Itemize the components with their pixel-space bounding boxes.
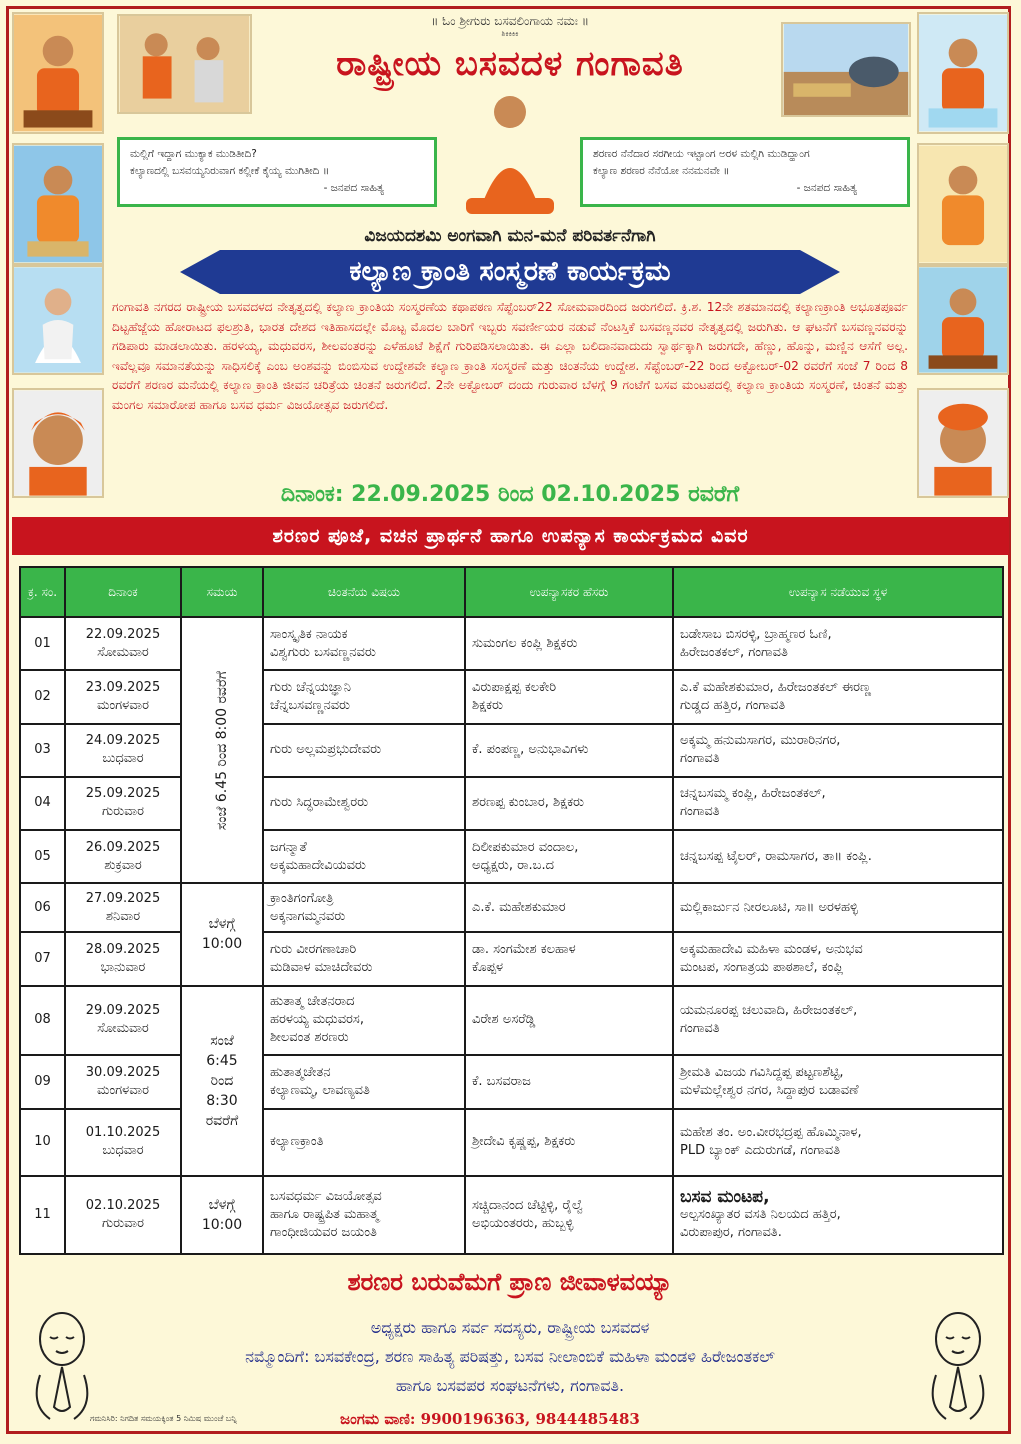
- date-text: 23.09.2025: [85, 679, 161, 695]
- topic-line: ಹುತಾತ್ಮ ಚೇತನರಾದ: [270, 994, 355, 1010]
- table-row: [20, 724, 1003, 777]
- section-title: ಶರಣರ ಪೂಜೆ, ವಚನ ಪ್ರಾರ್ಥನೆ ಹಾಗೂ ಉಪನ್ಯಾಸ ಕಾರ್ಯಕ್ರಮದ ವಿವರ: [12, 517, 1009, 555]
- time-text: 10:00: [201, 1217, 243, 1234]
- row-topic: [263, 883, 465, 932]
- row-speaker: [465, 670, 673, 723]
- saint-portrait-image: [12, 388, 104, 498]
- header-time: ಸಮಯ: [181, 567, 263, 617]
- row-venue: [673, 1055, 1003, 1108]
- row-venue: [673, 724, 1003, 777]
- table-row: [20, 1176, 1003, 1254]
- speaker-line: ಶರಣಪ್ಪ ಕುಂಬಾರ, ಶಿಕ್ಷಕರು: [472, 795, 585, 811]
- speaker-line: ಅಧ್ಯಕ್ಷರು, ರಾ.ಬ.ದ: [472, 857, 555, 873]
- row-date: [65, 777, 181, 830]
- scene-image: [117, 14, 252, 114]
- row-speaker: [465, 830, 673, 883]
- table-row: [20, 777, 1003, 830]
- venue-line: ಗಂಗಾವತಿ: [680, 804, 720, 820]
- speaker-line: ಕೆ. ಪಂಪಣ್ಣ, ಅನುಭಾವಿಗಳು: [472, 742, 589, 758]
- date-text: 22.09.2025: [85, 626, 161, 642]
- topic-line: ವಿಶ್ವಗುರು ಬಸವಣ್ಣನವರು: [270, 644, 376, 660]
- row-speaker: [465, 617, 673, 670]
- table-row: [20, 883, 1003, 932]
- row-number: 03: [20, 724, 65, 777]
- time-text: ಬೆಳಗ್ಗೆ: [208, 916, 236, 933]
- partners-line: ಹಾಗೂ ಬಸವಪರ ಸಂಘಟನೆಗಳು, ಗಂಗಾವತಿ.: [395, 1376, 625, 1395]
- row-number: 10: [20, 1109, 65, 1177]
- day-text: ಮಂಗಳವಾರ: [96, 697, 150, 713]
- quote-line: ಕಲ್ಯಾಣ ಶರಣರ ನೆನೆಯೋ ನನಮನವೇ ॥: [593, 165, 730, 177]
- closing-text: ಶರಣರ ಬರುವೆಮಗೆ ಪ್ರಾಣ ಜೀವಾಳವಯ್ಯಾ: [347, 1268, 673, 1296]
- partners-line: ನಮ್ಮೊಂದಿಗೆ: ಬಸವಕೇಂದ್ರ, ಶರಣ ಸಾಹಿತ್ಯ ಪರಿಷತ್ತು, ಬಸವ ನೀಲಾಂಬಿಕೆ ಮಹಿಳಾ ಮಂಡಳಿ ಹಿರೇಜಂತಕಲ್: [245, 1347, 775, 1366]
- invocation-subtext: ಶಿಕಿಕಿಕಿಕಿ: [501, 30, 519, 38]
- time-text: ರವರೆಗೆ: [205, 1112, 239, 1129]
- row-number: 04: [20, 777, 65, 830]
- row-venue: [673, 986, 1003, 1056]
- saint-portrait-image: [12, 143, 104, 265]
- venue-line: ಎ.ಕೆ ಮಹೇಶಕುಮಾರ, ಹಿರೇಜಂತಕಲ್ ಈರಣ್ಣ: [680, 679, 872, 695]
- table-row: [20, 617, 1003, 670]
- speaker-line: ಕೆ. ಬಸವರಾಜ: [472, 1073, 531, 1089]
- row-number: 02: [20, 670, 65, 723]
- row-speaker: [465, 724, 673, 777]
- row-venue: [673, 777, 1003, 830]
- row-number: 01: [20, 617, 65, 670]
- venue-line: ಹಿರೇಜಂತಕಲ್, ಗಂಗಾವತಿ: [680, 644, 788, 660]
- topic-line: ಅಕ್ಕನಾಗಮ್ಮನವರು: [270, 908, 346, 924]
- day-text: ಬುಧವಾರ: [102, 1143, 144, 1159]
- venue-line: ಗಂಗಾವತಿ: [680, 751, 720, 767]
- topic-line: ಮಡಿವಾಳ ಮಾಚಿದೇವರು: [270, 960, 373, 976]
- row-date: [65, 670, 181, 723]
- row-topic: [263, 777, 465, 830]
- basavanna-image: [460, 86, 560, 216]
- row-date: [65, 932, 181, 985]
- day-text: ಶನಿವಾರ: [105, 908, 141, 924]
- venue-line: PLD ಬ್ಯಾಂಕ್ ಎದುರುಗಡೆ, ಗಂಗಾವತಿ: [680, 1143, 841, 1159]
- topic-line: ಕಲ್ಯಾಣಮ್ಮ, ಲಾವಣ್ಯವತಿ: [270, 1082, 370, 1098]
- speaker-line: ಶ್ರೀದೇವಿ ಕೃಷ್ಣಪ್ಪ, ಶಿಕ್ಷಕರು: [472, 1134, 576, 1150]
- date-text: 28.09.2025: [85, 942, 161, 958]
- row-topic: [263, 986, 465, 1056]
- date-range: ದಿನಾಂಕ: 22.09.2025 ರಿಂದ 02.10.2025 ರವರೆಗೆ: [280, 482, 740, 507]
- row-date: [65, 1176, 181, 1254]
- row-venue: [673, 617, 1003, 670]
- row-speaker: [465, 1055, 673, 1108]
- day-text: ಸೋಮವಾರ: [97, 1021, 149, 1037]
- table-row: [20, 1109, 1003, 1177]
- speaker-line: ಕೊಪ್ಪಳ: [472, 960, 504, 976]
- venue-line: ಅಲ್ಪಸಂಖ್ಯಾತರ ವಸತಿ ನಿಲಯದ ಹತ್ತಿರ,: [680, 1207, 841, 1223]
- venue-line: ಚನ್ನಬಸಪ್ಪ ಟೈಲರ್, ರಾಮಸಾಗರ, ತಾ॥ ಕಂಪ್ಲಿ.: [680, 848, 872, 864]
- table-row: [20, 1055, 1003, 1108]
- venue-line: ಮಲ್ಲಿಕಾರ್ಜುನ ನೀರಲೂಟಿ, ಸಾ॥ ಅರಳಹಳ್ಳಿ: [680, 899, 858, 915]
- topic-line: ಹುತಾತ್ಮಚೇತನ: [270, 1064, 331, 1080]
- table-row: [20, 932, 1003, 985]
- speaker-line: ವಿರುಪಾಕ್ಷಪ್ಪ ಕಲಕೇರಿ: [472, 679, 557, 695]
- speaker-line: ದಿಲೀಪಕುಮಾರ ವಂದಾಲ,: [472, 839, 579, 855]
- venue-line: ಗಂಗಾವತಿ: [680, 1021, 720, 1037]
- time-text: ಸಂಜೆ: [210, 1032, 234, 1049]
- quote-line: ಮಲ್ಲಿಗೆ ಇದ್ದಾಗ ಮುಕ್ಯಾಕ ಮುಡಿತೀದಿ?: [130, 148, 257, 160]
- topic-line: ಸಾಂಸ್ಕೃತಿಕ ನಾಯಕ: [270, 626, 348, 642]
- date-text: 02.10.2025: [85, 1198, 161, 1214]
- topic-line: ಗುರು ಸಿದ್ಧರಾಮೇಶ್ವರರು: [270, 795, 369, 811]
- row-speaker: [465, 986, 673, 1056]
- topic-line: ಕಲ್ಯಾಣಕ್ರಾಂತಿ: [270, 1134, 324, 1150]
- venue-line: ಅಕ್ಕಮ್ಮ ಹನುಮಸಾಗರ, ಮುರಾರಿನಗರ,: [680, 733, 841, 749]
- date-text: 24.09.2025: [85, 733, 161, 749]
- date-text: 01.10.2025: [85, 1125, 161, 1141]
- row-date: [65, 883, 181, 932]
- quote-source: - ಜನಪದ ಸಾಹಿತ್ಯ: [796, 182, 857, 194]
- row-number: 11: [20, 1176, 65, 1254]
- contact-label: ಜಂಗಮ ವಾಣಿ:: [340, 1410, 416, 1428]
- time-text: ರಿಂದ: [210, 1072, 234, 1089]
- row-venue: [673, 883, 1003, 932]
- row-venue: [673, 670, 1003, 723]
- table-row: [20, 830, 1003, 883]
- day-text: ಮಂಗಳವಾರ: [96, 1082, 150, 1098]
- venue-line: ಯಮನೂರಪ್ಪ ಚಲುವಾದಿ, ಹಿರೇಜಂತಕಲ್,: [680, 1003, 858, 1019]
- topic-line: ಚೆನ್ನಬಸವಣ್ಣನವರು: [270, 697, 351, 713]
- time-cell: [181, 617, 263, 883]
- row-date: [65, 1109, 181, 1177]
- header-sno: ಕ್ರ. ಸಂ.: [20, 567, 65, 617]
- row-number: 09: [20, 1055, 65, 1108]
- organizers-line: ಅಧ್ಯಕ್ಷರು ಹಾಗೂ ಸರ್ವ ಸದಸ್ಯರು, ರಾಷ್ಟ್ರೀಯ ಬಸವದಳ: [370, 1318, 650, 1337]
- contact-info: [340, 1410, 640, 1428]
- table-header-row: [20, 567, 1003, 617]
- row-venue: [673, 932, 1003, 985]
- date-text: 26.09.2025: [85, 839, 161, 855]
- page-title: ರಾಷ್ಟ್ರೀಯ ಬಸವದಳ ಗಂಗಾವತಿ: [336, 44, 684, 84]
- row-topic: [263, 670, 465, 723]
- topic-line: ಶೀಲವಂತ ಶರಣರು: [270, 1030, 349, 1046]
- row-topic: [263, 1055, 465, 1108]
- row-number: 06: [20, 883, 65, 932]
- scene-image: [781, 22, 911, 117]
- date-text: 25.09.2025: [85, 786, 161, 802]
- topic-line: ಗಾಂಧೀಜಿಯವರ ಜಯಂತಿ: [270, 1225, 377, 1241]
- topic-line: ಗುರು ವೀರಗಣಾಚಾರಿ: [270, 942, 357, 958]
- table-row: [20, 986, 1003, 1056]
- date-text: 30.09.2025: [85, 1064, 161, 1080]
- venue-line: ಬಡೇಸಾಬ ಬಿಸರಳ್ಳಿ, ಬ್ರಾಹ್ಮಣರ ಓಣಿ,: [680, 626, 832, 642]
- time-text: 10:00: [201, 936, 243, 953]
- row-speaker: [465, 1109, 673, 1177]
- venue-line: ಮಳೆಮಲ್ಲೇಶ್ವರ ನಗರ, ಸಿದ್ದಾಪುರ ಬಡಾವಣೆ: [680, 1082, 859, 1098]
- venue-line: ಅಕ್ಕಮಹಾದೇವಿ ಮಹಿಳಾ ಮಂಡಳ, ಅನುಭವ: [680, 942, 863, 958]
- row-venue: [673, 1176, 1003, 1254]
- day-text: ಭಾನುವಾರ: [100, 960, 146, 976]
- header-venue: ಉಪನ್ಯಾಸ ನಡೆಯುವ ಸ್ಥಳ: [673, 567, 1003, 617]
- speaker-line: ಶಿಕ್ಷಕರು: [472, 697, 504, 713]
- row-number: 05: [20, 830, 65, 883]
- speaker-line: ಎ.ಕೆ. ಮಹೇಶಕುಮಾರ: [472, 899, 566, 915]
- speaker-line: ಡಾ. ಸಂಗಮೇಶ ಕಲಹಾಳ: [472, 942, 576, 958]
- topic-line: ಜಗನ್ಮಾತೆ: [270, 839, 307, 855]
- time-cell: [181, 986, 263, 1176]
- saint-portrait-image: [12, 12, 104, 134]
- venue-line: ಗುಡ್ಡದ ಹತ್ತಿರ, ಗಂಗಾವತಿ: [680, 697, 786, 713]
- saint-portrait-image: [917, 143, 1009, 265]
- row-number: 07: [20, 932, 65, 985]
- row-venue: [673, 830, 1003, 883]
- namaste-icon: [918, 1305, 998, 1425]
- speaker-line: ಸಚ್ಚಿದಾನಂದ ಚೆಟ್ಟಿಳ್ಳಿ, ರೈಲ್ವೆ: [472, 1198, 584, 1214]
- row-speaker: [465, 883, 673, 932]
- day-text: ಗುರುವಾರ: [102, 804, 144, 820]
- row-venue: [673, 1109, 1003, 1177]
- venue-line: ಮಹೇಶ ತಂ. ಅಂ.ವೀರಭದ್ರಪ್ಪ ಹೊಮ್ಮಿನಾಳ,: [680, 1125, 862, 1141]
- time-text: 6:45: [206, 1052, 238, 1069]
- time-text: 8:30: [206, 1092, 238, 1109]
- row-date: [65, 617, 181, 670]
- row-date: [65, 724, 181, 777]
- quote-source: - ಜನಪದ ಸಾಹಿತ್ಯ: [323, 182, 384, 194]
- header-date: ದಿನಾಂಕ: [65, 567, 181, 617]
- event-title: ಕಲ್ಯಾಣ ಕ್ರಾಂತಿ ಸಂಸ್ಮರಣೆ ಕಾರ್ಯಕ್ರಮ: [349, 256, 671, 287]
- tagline: ವಿಜಯದಶಮಿ ಅಂಗವಾಗಿ ಮನ-ಮನೆ ಪರಿವರ್ತನೆಗಾಗಿ: [364, 226, 656, 246]
- speaker-line: ಅಭಿಯಂತರರು, ಹುಬ್ಬಳ್ಳಿ: [472, 1216, 574, 1232]
- time-text: ಸಂಜೆ 6.45 ರಿಂದ 8:00 ರವರೆಗೆ: [214, 670, 230, 830]
- time-cell: [181, 883, 263, 985]
- event-banner: [180, 250, 840, 294]
- day-text: ಗುರುವಾರ: [102, 1216, 144, 1232]
- topic-line: ಹರಳಯ್ಯ ಮಧುವರಸ,: [270, 1012, 364, 1028]
- venue-line: ಚನ್ನಬಸಮ್ಮ ಕಂಪ್ಲಿ, ಹಿರೇಜಂತಕಲ್,: [680, 786, 826, 802]
- speaker-line: ವಿರೇಶ ಅಸರೆಡ್ಡಿ: [472, 1012, 536, 1028]
- row-topic: [263, 1176, 465, 1254]
- time-cell: [181, 1176, 263, 1254]
- schedule-table: [19, 566, 1004, 1255]
- table-row: [20, 670, 1003, 723]
- topic-line: ಗುರು ಚೆನ್ನಯಜ್ಞಾನಿ: [270, 679, 351, 695]
- row-speaker: [465, 777, 673, 830]
- day-text: ಬುಧವಾರ: [102, 751, 144, 767]
- topic-line: ಹಾಗೂ ರಾಷ್ಟ್ರಪಿತ ಮಹಾತ್ಮ: [270, 1207, 379, 1223]
- invocation-text: ॥ ಓಂ ಶ್ರೀಗುರು ಬಸವಲಿಂಗಾಯ ನಮಃ ॥: [431, 14, 589, 28]
- header-topic: ಚಿಂತನೆಯ ವಿಷಯ: [263, 567, 465, 617]
- quote-line: ಶರಣರ ನೆನೆದಾರ ಸರಗೀಯ ಇಟ್ಟಾಂಗ ಅರಳ ಮಲ್ಲಿಗಿ ಮುಡಿದ್ಹಾಂಗ: [593, 148, 810, 160]
- row-speaker: [465, 932, 673, 985]
- venue-line: ಮಂಟಪ, ಸಂಗಾತ್ರಯ ಪಾಠಶಾಲೆ, ಕಂಪ್ಲಿ: [680, 960, 844, 976]
- topic-line: ಬಸವಧರ್ಮ ವಿಜಯೋತ್ಸವ: [270, 1189, 382, 1205]
- saint-portrait-image: [917, 388, 1009, 498]
- row-speaker: [465, 1176, 673, 1254]
- venue-line: ವಿರುಪಾಪುರ, ಗಂಗಾವತಿ.: [680, 1225, 782, 1241]
- venue-title: ಬಸವ ಮಂಟಪ,: [680, 1187, 770, 1208]
- time-text: ಬೆಳಗ್ಗೆ: [208, 1197, 236, 1214]
- venue-line: ಶ್ರೀಮತಿ ವಿಜಯ ಗವಿಸಿದ್ದಪ್ಪ ಪಟ್ಟಣಶೆಟ್ಟಿ,: [680, 1064, 844, 1080]
- row-topic: [263, 830, 465, 883]
- row-topic: [263, 1109, 465, 1177]
- saint-portrait-image: [12, 265, 104, 375]
- date-text: 29.09.2025: [85, 1003, 161, 1019]
- quote-right: [580, 137, 910, 207]
- speaker-line: ಸುಮಂಗಲ ಕಂಪ್ಲಿ ಶಿಕ್ಷಕರು: [472, 635, 578, 651]
- row-topic: [263, 724, 465, 777]
- footnote: ಗಮನಿಸಿರಿ: ನಿಗದಿತ ಸಮಯಕ್ಕಿಂತ 5 ನಿಮಿಷ ಮುಂಚೆ ಬನ್ನಿ: [90, 1414, 237, 1423]
- row-number: 08: [20, 986, 65, 1056]
- quote-left: [117, 137, 437, 207]
- row-topic: [263, 932, 465, 985]
- date-text: 27.09.2025: [85, 890, 161, 906]
- contact-numbers: 9900196363, 9844485483: [420, 1410, 640, 1428]
- row-date: [65, 830, 181, 883]
- header-speaker: ಉಪನ್ಯಾಸಕರ ಹೆಸರು: [465, 567, 673, 617]
- saint-portrait-image: [917, 12, 1009, 134]
- intro-paragraph: ಗಂಗಾವತಿ ನಗರದ ರಾಷ್ಟ್ರೀಯ ಬಸವದಳದ ನೇತೃತ್ವದಲ್ಲಿ ಕಲ್ಯಾಣ ಕ್ರಾಂತಿಯ ಸಂಸ್ಮರಣೆಯ ಕಥಾಪಠಣ ಸೆಪ್ಟೆಂಬರ್22 ಸೋಮವಾರದಿಂದ ಜರುಗಲಿದೆ. ಕ್ರಿ.ಶ. 12ನೇ ಶತಮಾನದಲ್ಲಿ ಕಲ್ಯಾಣಕ್ರಾಂತಿ ಅಭೂತಪೂರ್ವ ದಿಟ್ಟಹೆಜ್ಜೆಯ ಹೋರಾಟದ ಫಲಶ್ರುತಿ, ಭಾರತ ದೇಶದ ಇತಿಹಾಸದಲ್ಲೇ ಮೊಟ್ಟ ಮೊದಲ ಬಾರಿಗೆ ಇಬ್ಬರು ಸವರ್ಣೀಯರ ನಡುವೆ ನೆಂಟಸ್ತಿಕೆ ಬಸವಣ್ಣನವರ ನೇತೃತ್ವದಲ್ಲಿ ಜರುಗಿತು. ಆ ಘಟನೆಗೆ ಬಸವಣ್ಣನವರನ್ನು ಗಡಿಪಾರು ಮಾಡಲಾಯಿತು. ಹರಳಯ್ಯ, ಮಧುವರಸ, ಶೀಲವಂತರನ್ನು ಎಳೆಹೂಟೆ ಶಿಕ್ಷೆಗೆ ಗುರಿಪಡಿಸಲಾಯಿತು. ಈ ಎಲ್ಲಾ ಬಲಿದಾನವಾದುದು ಸ್ವಾರ್ಥಕ್ಕಾಗಿ ಜರುಗದೇ, ಹೆಣ್ಣು, ಹೊನ್ನು, ಮಣ್ಣಿನ ಆಸೆಗೆ ಅಲ್ಲ. ಇವೆಲ್ಲವೂ ಸಮಾನತೆಯನ್ನು ಸಾಧಿಸಲಿಕ್ಕೆ ಎಂಬ ಅಂಶವನ್ನು ಬಿಂಬಿಸುವ ಉದ್ದೇಶವೇ ಕಲ್ಯಾಣ ಕ್ರಾಂತಿ ಸಂಸ್ಮರಣೆ ಮತ್ತು ಚಿಂತನೆಯ ಉದ್ದೇಶ. ಸೆಪ್ಟೆಂಬರ್-22 ರಿಂದ ಅಕ್ಟೋಬರ್-02 ರವರೆಗೆ ಸಂಜೆ 7 ರಿಂದ 8 ರವರೆಗೆ ಶರಣರ ಮನೆಯಲ್ಲಿ ಕಲ್ಯಾಣ ಕ್ರಾಂತಿ ಜೀವನ ಚರಿತ್ರೆಯ ಚಿಂತನೆ ಜರುಗಲಿದೆ. 2ನೇ ಅಕ್ಟೋಬರ್ ದಂದು ಗುರುವಾರ ಬೆಳಗ್ಗೆ 9 ಗಂಟೆಗೆ ಬಸವ ಮಂಟಪದಲ್ಲಿ ಕಲ್ಯಾಣ ಕ್ರಾಂತಿಯ ಸಂಸ್ಮರಣೆ, ಚಿಂತನೆ ಮತ್ತು ಮಂಗಲ ಸಮಾರೋಪ ಹಾಗೂ ಬಸವ ಧರ್ಮ ವಿಜಯೋತ್ಸವ ಜರುಗಲಿದೆ.: [112, 300, 908, 412]
- topic-line: ಗುರು ಅಲ್ಲಮಪ್ರಭುದೇವರು: [270, 742, 382, 758]
- day-text: ಸೋಮವಾರ: [97, 644, 149, 660]
- saint-portrait-image: [917, 265, 1009, 375]
- quote-line: ಕಲ್ಯಾಣದಲ್ಲಿ ಬಸವಯ್ಯನಿರುವಾಗ ಕಲ್ಲೀಕೆ ಕೈಯ್ಯ ಮುಗಿತೀದಿ ॥: [130, 165, 330, 177]
- row-date: [65, 986, 181, 1056]
- day-text: ಶುಕ್ರವಾರ: [104, 857, 142, 873]
- row-topic: [263, 617, 465, 670]
- topic-line: ಅಕ್ಕಮಹಾದೇವಿಯವರು: [270, 857, 366, 873]
- topic-line: ಕ್ರಾಂತಿಗಂಗೋತ್ರಿ: [270, 890, 334, 906]
- row-date: [65, 1055, 181, 1108]
